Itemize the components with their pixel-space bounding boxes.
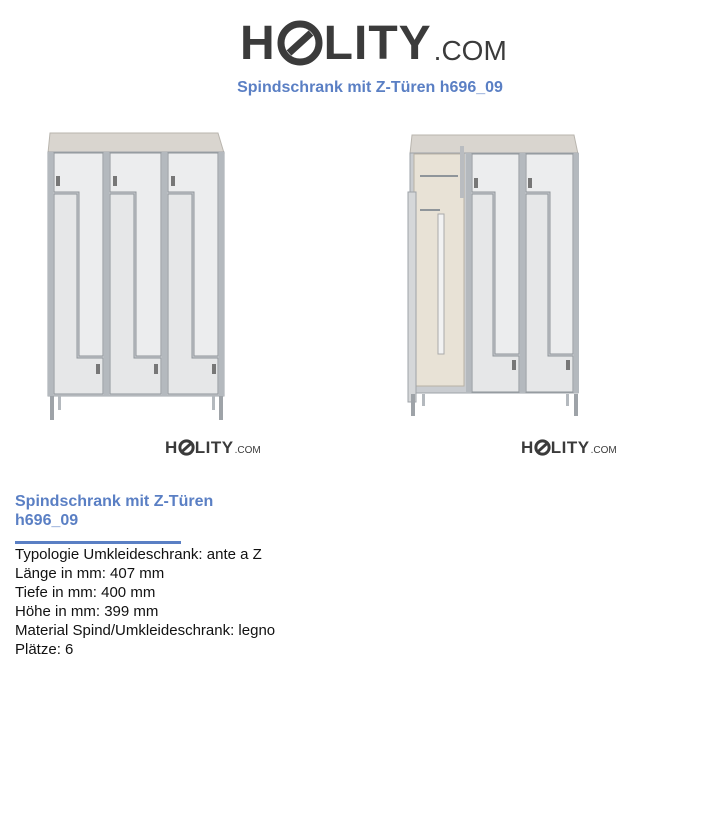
logo-letter-h: H <box>240 17 276 70</box>
open-locker-image <box>400 128 640 428</box>
spec-item-hoehe: Höhe in mm: 399 mm <box>15 603 159 620</box>
page-title: Spindschrank mit Z-Türen h696_09 <box>237 79 503 96</box>
holity-small-logo-right <box>521 435 617 457</box>
small-logo-domain: .COM <box>234 445 261 456</box>
closed-locker-image <box>40 128 280 428</box>
spec-list <box>15 545 275 659</box>
small-logo-letters-lity: LITY <box>550 438 590 457</box>
product-title: Spindschrank mit Z-Türen h696_09 <box>15 493 214 529</box>
open-locker-drawing <box>400 128 640 428</box>
spec-item-laenge: Länge in mm: 407 mm <box>15 565 165 582</box>
small-logo-letter-h: H <box>165 438 178 457</box>
logo-domain: .COM <box>433 35 507 66</box>
small-logo-domain: .COM <box>590 445 617 456</box>
small-logo-o-icon <box>534 439 551 456</box>
holity-small-logo-left <box>165 435 261 457</box>
logo-letters-lity: LITY <box>323 17 432 70</box>
holity-logo[interactable] <box>240 16 507 68</box>
small-logo-letters-lity: LITY <box>194 438 234 457</box>
small-logo-o-icon <box>178 439 195 456</box>
spec-item-plaetze: Plätze: 6 <box>15 641 74 658</box>
small-logo-letter-h: H <box>521 438 534 457</box>
closed-locker-drawing <box>40 128 280 428</box>
spec-item-tiefe: Tiefe in mm: 400 mm <box>15 584 156 601</box>
spec-item-material: Material Spind/Umkleideschrank: legno <box>15 622 276 639</box>
title-underline <box>15 541 181 544</box>
logo-o-icon <box>277 20 323 66</box>
spec-item-typologie: Typologie Umkleideschrank: ante a Z <box>15 546 262 563</box>
